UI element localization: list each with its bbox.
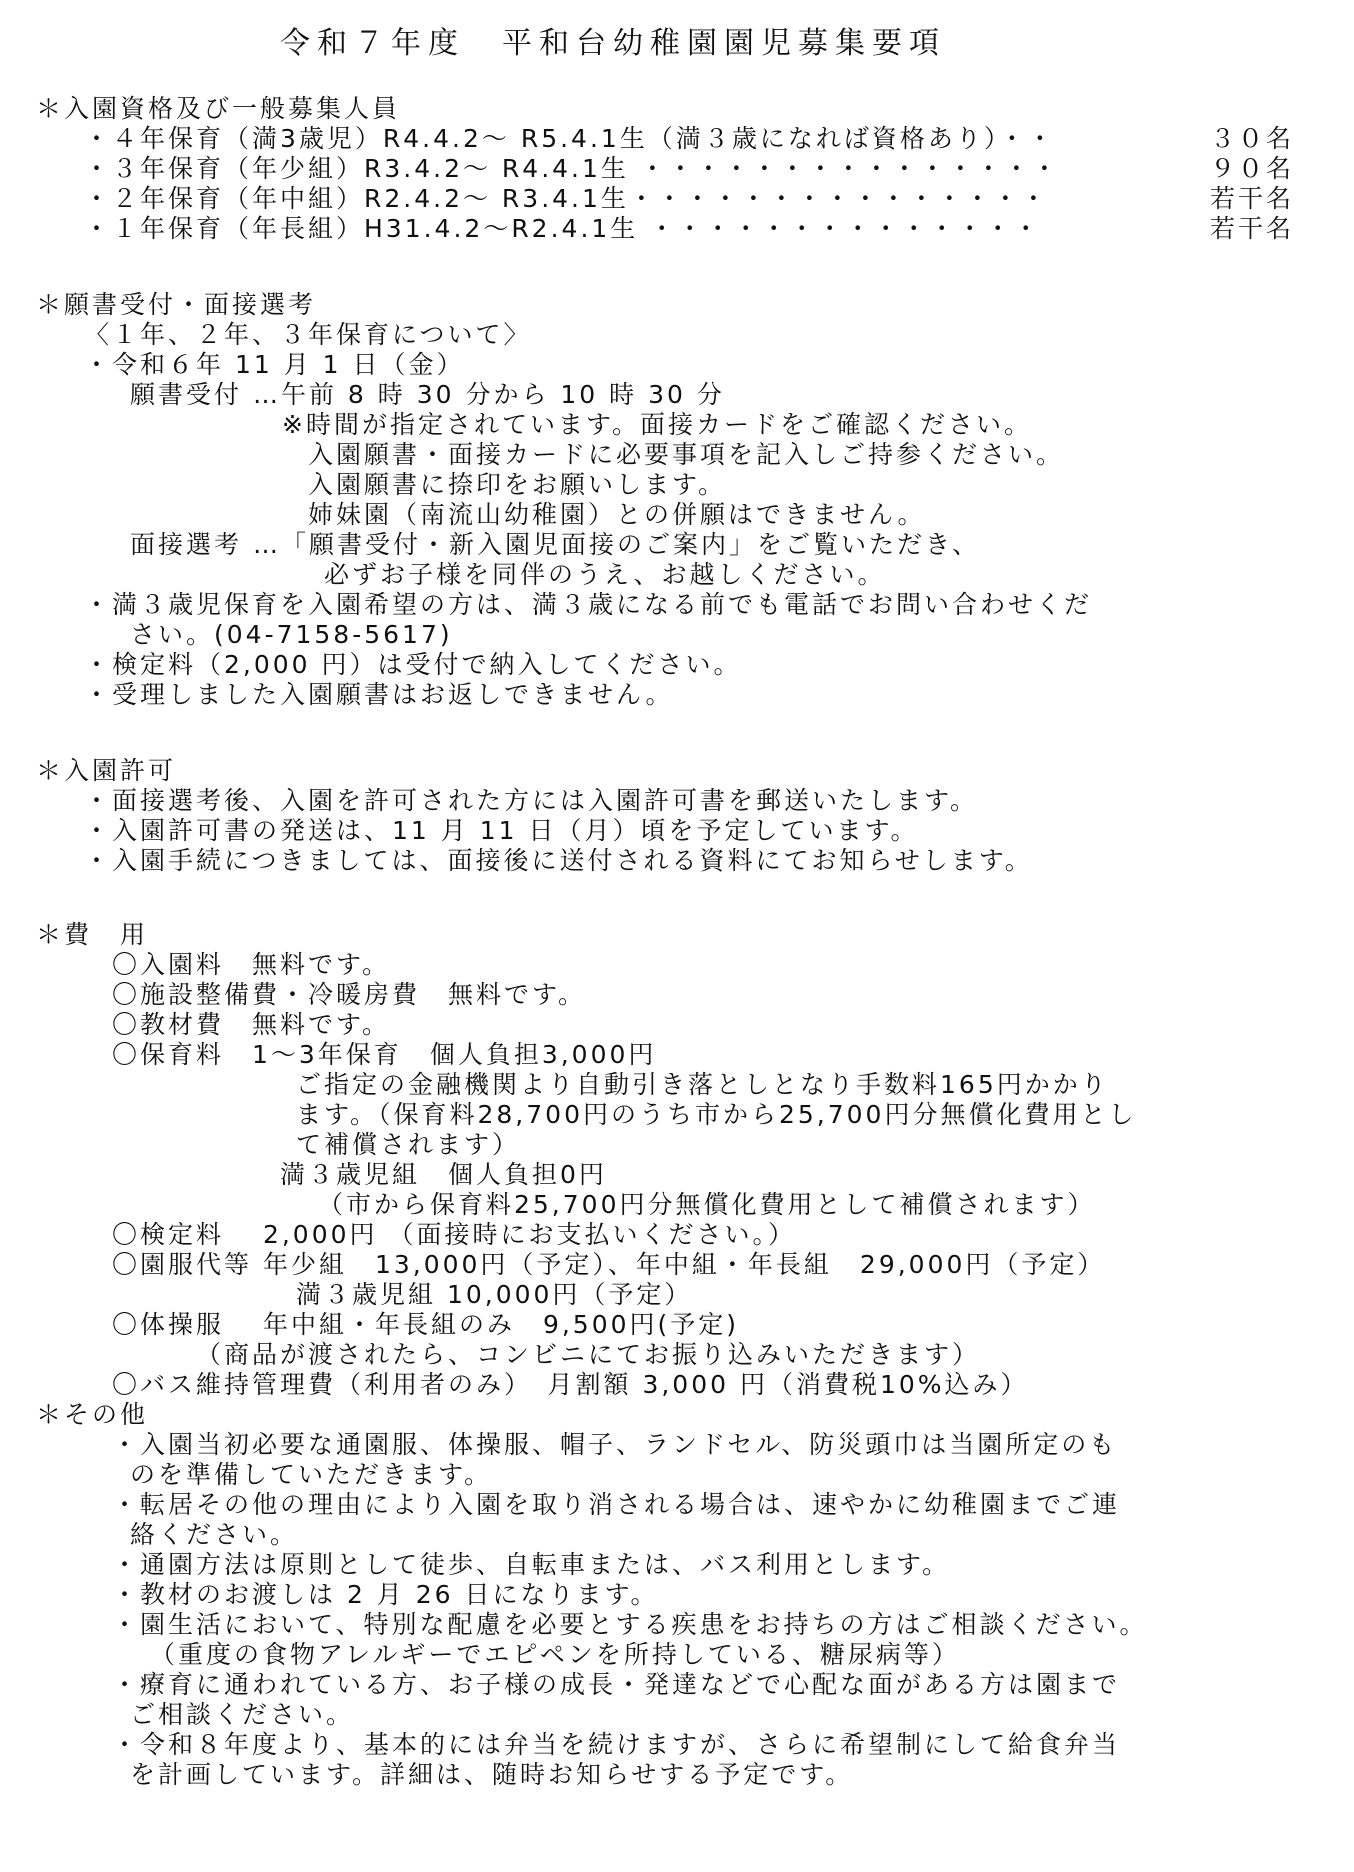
eligibility-row-4yr: ・４年保育（満3歳児）R4.4.2～ R5.4.1生（満３歳になれば資格あり）・・ (84, 124, 1056, 153)
admission-heading: ＊入園許可 (36, 756, 177, 785)
other-bullet-7: ・令和８年度より、基本的には弁当を続けますが、さらに希望制にして給食弁当 (112, 1730, 1121, 1759)
other-bullet-7-cont: を計画しています。詳細は、随時お知らせする予定です。 (130, 1760, 854, 1789)
fee-exam: 〇検定料 2,000円 （面接時にお支払いください。） (112, 1220, 796, 1249)
application-note-1: ※時間が指定されています。面接カードをご確認ください。 (282, 410, 1032, 439)
eligibility-count-2yr: 若干名 (1209, 184, 1294, 213)
application-reception-time: 願書受付 …午前 8 時 30 分から 10 時 30 分 (130, 380, 725, 409)
other-bullet-6-cont: ご相談ください。 (130, 1700, 355, 1729)
fee-childcare-note-1: ご指定の金融機関より自動引き落としとなり手数料165円かかり (296, 1070, 1109, 1099)
eligibility-count-3yr: ９０名 (1209, 154, 1294, 183)
fee-gym-clothes: 〇体操服 年中組・年長組のみ 9,500円(予定) (112, 1310, 740, 1339)
page-title: 令和７年度 平和台幼稚園園児募集要項 (280, 26, 946, 61)
other-bullet-2-cont: 絡ください。 (130, 1520, 299, 1549)
eligibility-count-1yr: 若干名 (1209, 214, 1294, 243)
application-bullet-3yo: ・満３歳児保育を入園希望の方は、満３歳になる前でも電話でお問い合わせくだ (84, 590, 1093, 619)
eligibility-heading: ＊入園資格及び一般募集人員 (36, 94, 401, 123)
fees-heading: ＊費 用 (36, 920, 149, 949)
application-fee: ・検定料（2,000 円）は受付で納入してください。 (84, 650, 742, 679)
application-phone: さい。(04-7158-5617) (130, 620, 453, 649)
eligibility-row-2yr: ・２年保育（年中組）R2.4.2～ R3.4.1生・・・・・・・・・・・・・・・ (84, 184, 1049, 213)
other-bullet-4: ・教材のお渡しは 2 月 26 日になります。 (112, 1580, 659, 1609)
eligibility-count-4yr: ３０名 (1209, 124, 1294, 153)
application-subheading: 〈１年、２年、３年保育について〉 (84, 320, 532, 349)
other-bullet-3: ・通園方法は原則として徒歩、自転車または、バス利用とします。 (112, 1550, 951, 1579)
fee-entrance: 〇入園料 無料です。 (112, 950, 391, 979)
interview-selection-cont: 必ずお子様を同伴のうえ、お越しください。 (324, 560, 886, 589)
other-bullet-2: ・転居その他の理由により入園を取り消される場合は、速やかに幼稚園までご連 (112, 1490, 1121, 1519)
other-bullet-1: ・入園当初必要な通園服、体操服、帽子、ランドセル、防災頭巾は当園所定のも (112, 1430, 1118, 1459)
admission-bullet-1: ・面接選考後、入園を許可された方には入園許可書を郵送いたします。 (84, 786, 979, 815)
application-note-3: 入園願書に捺印をお願いします。 (308, 470, 727, 499)
eligibility-row-3yr: ・３年保育（年少組）R3.4.2～ R4.4.1生 ・・・・・・・・・・・・・・・ (84, 154, 1060, 183)
admission-bullet-3: ・入園手続につきましては、面接後に送付される資料にてお知らせします。 (84, 846, 1033, 875)
fee-materials: 〇教材費 無料です。 (112, 1010, 391, 1039)
other-bullet-1-cont: のを準備していただきます。 (130, 1460, 493, 1489)
fee-facility: 〇施設整備費・冷暖房費 無料です。 (112, 980, 587, 1009)
admission-bullet-2: ・入園許可書の発送は、11 月 11 日（月）頃を予定しています。 (84, 816, 919, 845)
application-no-return: ・受理しました入園願書はお返しできません。 (84, 680, 674, 709)
fee-childcare-note-3: て補償されます） (296, 1130, 521, 1159)
fee-gym-clothes-note: （商品が渡されたら、コンビニにてお振り込みいただきます） (196, 1340, 981, 1369)
application-note-4: 姉妹園（南流山幼稚園）との併願はできません。 (308, 500, 926, 529)
other-bullet-5: ・園生活において、特別な配慮を必要とする疾患をお持ちの方はご相談ください。 (112, 1610, 1148, 1639)
application-note-2: 入園願書・面接カードに必要事項を記入しご持参ください。 (308, 440, 1065, 469)
other-heading: ＊その他 (36, 1400, 149, 1429)
application-heading: ＊願書受付・面接選考 (36, 290, 317, 319)
application-date: ・令和６年 11 月 1 日（金） (84, 350, 465, 379)
fee-uniform-3yo: 満３歳児組 10,000円（予定） (296, 1280, 693, 1309)
fee-uniform: 〇園服代等 年少組 13,000円（予定）、年中組・年長組 29,000円（予定） (112, 1250, 1106, 1279)
fee-3yo-group-note: （市から保育料25,700円分無償化費用として補償されます） (318, 1190, 1096, 1219)
interview-selection: 面接選考 …「願書受付・新入園児面接のご案内」をご覧いただき、 (130, 530, 980, 559)
fee-3yo-group: 満３歳児組 個人負担0円 (280, 1160, 607, 1189)
fee-childcare-note-2: ます。（保育料28,700円のうち市から25,700円分無償化費用とし (296, 1100, 1137, 1129)
other-bullet-5-cont: （重度の食物アレルギーでエピペンを所持している、糖尿病等） (150, 1640, 960, 1669)
eligibility-row-1yr: ・１年保育（年長組）H31.4.2～R2.4.1生 ・・・・・・・・・・・・・・ (84, 214, 1042, 243)
fee-childcare: 〇保育料 1～3年保育 個人負担3,000円 (112, 1040, 657, 1069)
fee-bus: 〇バス維持管理費（利用者のみ） 月割額 3,000 円（消費税10%込み） (112, 1370, 1029, 1399)
other-bullet-6: ・療育に通われている方、お子様の成長・発達などで心配な面がある方は園まで (112, 1670, 1121, 1699)
